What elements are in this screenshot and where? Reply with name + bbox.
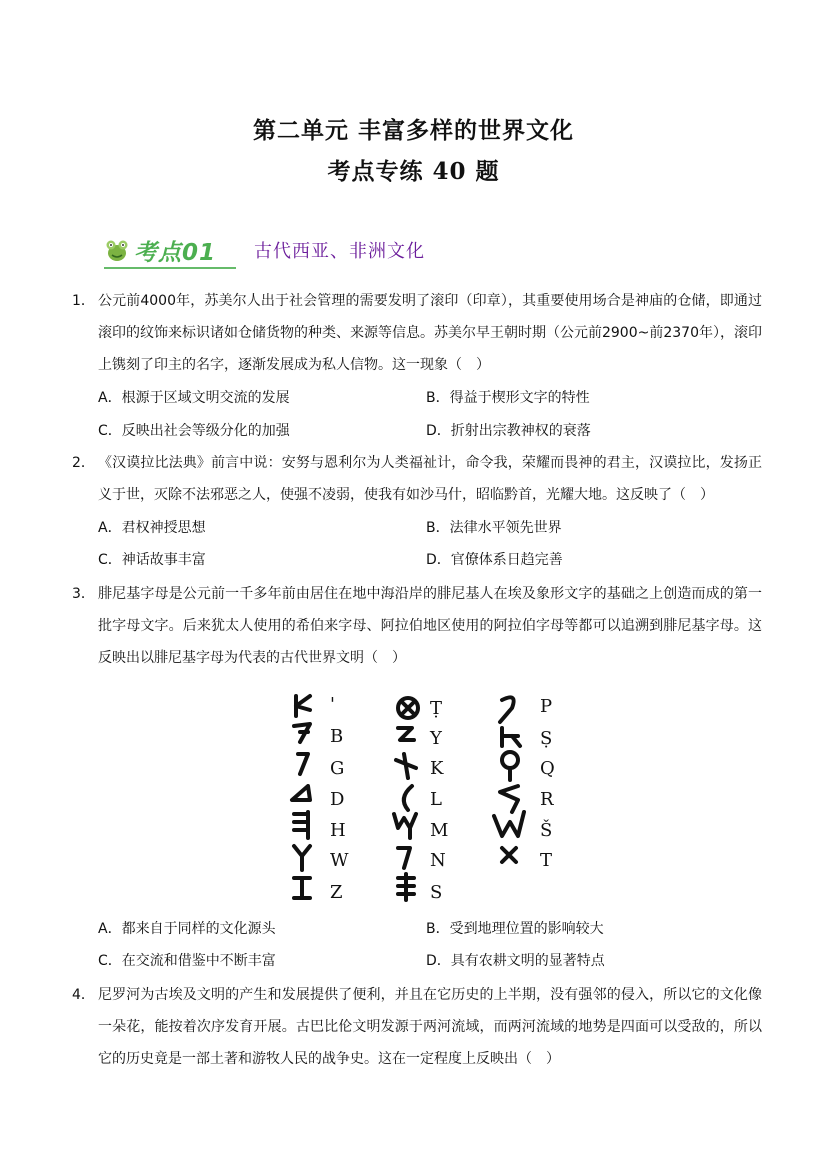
option-a: A．都来自于同样的文化源头 <box>98 921 276 937</box>
section-underline <box>104 267 236 269</box>
question-text: 公元前4000年，苏美尔人出于社会管理的需要发明了滚印（印章），其重要使用场合是神庙的仓储，即通过滚印的纹饰来标识诸如仓储货物的种类、来源等信息。苏美尔早王朝时期（公元前2900~前2370年），滚印上镌刻了印主的名字，逐渐发展成为私人信物。这一现象（ ） <box>98 293 762 373</box>
option-c: C．在交流和借鉴中不断丰富 <box>98 953 276 969</box>
question-text: 《汉谟拉比法典》前言中说：安努与恩利尔为人类福祉计，命令我，荣耀而畏神的君主，汉谟拉比，发扬正义于世，灭除不法邪恶之人，使强不凌弱，使我有如沙马什，昭临黔首，光耀大地。这反映了（ ） <box>98 455 762 503</box>
question-number: 3． <box>72 586 95 602</box>
phoenician-alphabet-image <box>286 688 576 913</box>
alphabet-label: W <box>330 850 349 871</box>
option-a: A．君权神授思想 <box>98 520 206 536</box>
question-number: 2． <box>72 455 95 471</box>
alphabet-label: N <box>430 850 446 871</box>
section-badge-label: 考点01 <box>134 239 217 266</box>
question-1 <box>72 285 762 381</box>
alphabet-label: R <box>540 789 554 810</box>
alphabet-label: Ṣ <box>540 728 553 749</box>
question-4 <box>72 979 762 1075</box>
frog-icon <box>104 237 130 263</box>
alphabet-label: L <box>430 789 442 810</box>
question-3 <box>72 578 762 674</box>
option-a: A．根源于区域文明交流的发展 <box>98 390 290 406</box>
phoenician-alphabet-figure <box>286 688 576 913</box>
option-d: D．具有农耕文明的显著特点 <box>426 953 605 969</box>
question-number: 4． <box>72 987 95 1003</box>
option-c: C．神话故事丰富 <box>98 552 206 568</box>
alphabet-label: Y <box>430 728 442 749</box>
page-subtitle: 考点专练 40 题 <box>327 158 500 185</box>
alphabet-label: T <box>540 850 553 871</box>
alphabet-label: M <box>430 820 449 841</box>
page-title: 第二单元 丰富多样的世界文化 <box>252 117 574 144</box>
alphabet-label: S <box>430 882 443 903</box>
section-topic: 古代西亚、非洲文化 <box>254 241 425 262</box>
option-b: B．法律水平领先世界 <box>426 520 562 536</box>
alphabet-label: H <box>330 820 346 841</box>
alphabet-label: B <box>330 726 344 747</box>
alphabet-label: Ṭ <box>430 698 443 719</box>
alphabet-label: D <box>330 789 345 810</box>
alphabet-label: Q <box>540 758 555 779</box>
question-text: 尼罗河为古埃及文明的产生和发展提供了便利，并且在它历史的上半期，没有强邻的侵入，所以它的文化像一朵花，能按着次序发育开展。古巴比伦文明发源于两河流域，而两河流域的地势是四面可以受敌的，所以它的历史竟是一部土著和游牧人民的战争史。这在一定程度上反映出（ ） <box>98 987 762 1067</box>
alphabet-label: Z <box>330 882 343 903</box>
option-b: B．受到地理位置的影响较大 <box>426 921 604 937</box>
section-heading <box>104 234 444 270</box>
option-b: B．得益于楔形文字的特性 <box>426 390 590 406</box>
alphabet-label: Š <box>540 820 553 841</box>
alphabet-label: G <box>330 758 345 779</box>
question-2 <box>72 447 762 511</box>
question-text: 腓尼基字母是公元前一千多年前由居住在地中海沿岸的腓尼基人在埃及象形文字的基础之上创造而成的第一批字母文字。后来犹太人使用的希伯来字母、阿拉伯地区使用的阿拉伯字母等都可以追溯到腓尼基字母。这反映出以腓尼基字母为代表的古代世界文明（ ） <box>98 586 762 666</box>
alphabet-label: K <box>430 758 444 779</box>
alphabet-label: ' <box>330 694 335 715</box>
option-d: D．折射出宗教神权的衰落 <box>426 423 591 439</box>
option-c: C．反映出社会等级分化的加强 <box>98 423 290 439</box>
alphabet-label: P <box>540 696 553 717</box>
section-badge <box>104 234 216 266</box>
question-number: 1． <box>72 293 95 309</box>
option-d: D．官僚体系日趋完善 <box>426 552 563 568</box>
